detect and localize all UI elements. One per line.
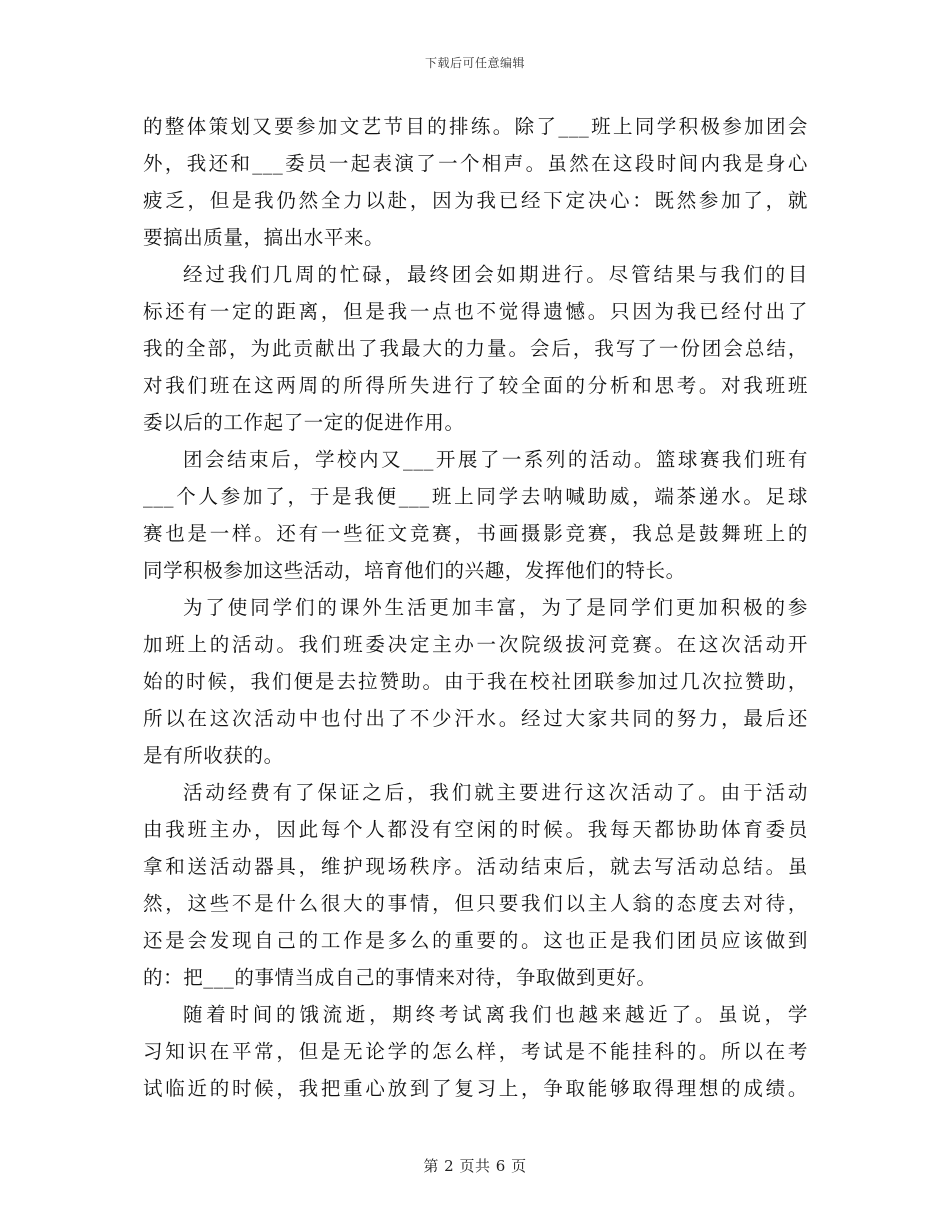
text-line: 团会结束后，学校内又___开展了一系列的活动。篮球赛我们班有	[183, 448, 808, 471]
text-line: 要搞出质量，搞出水平来。	[143, 226, 385, 249]
text-line: 委以后的工作起了一定的促进作用。	[143, 411, 465, 434]
text-line: 然，这些不是什么很大的事情，但只要我们以主人翁的态度去对待，	[143, 892, 808, 915]
text-line: 活动经费有了保证之后，我们就主要进行这次活动了。由于活动	[183, 781, 808, 804]
text-line: ___个人参加了，于是我便___班上同学去呐喊助威，端茶递水。足球	[143, 485, 808, 508]
text-line: 外，我还和___委员一起表演了一个相声。虽然在这段时间内我是身心	[143, 152, 808, 175]
text-line: 是有所收获的。	[143, 744, 284, 767]
text-line: 的整体策划又要参加文艺节目的排练。除了___班上同学积极参加团会	[143, 115, 808, 138]
text-line: 的：把___的事情当成自己的事情来对待，争取做到更好。	[143, 966, 657, 989]
text-line: 拿和送活动器具，维护现场秩序。活动结束后，就去写活动总结。虽	[143, 855, 808, 878]
text-line: 所以在这次活动中也付出了不少汗水。经过大家共同的努力，最后还	[143, 707, 808, 730]
text-line: 随着时间的饿流逝，期终考试离我们也越来越近了。虽说，学	[183, 1003, 808, 1026]
text-line: 同学积极参加这些活动，培育他们的兴趣，发挥他们的特长。	[143, 559, 686, 582]
document-body	[143, 108, 808, 1107]
text-line: 加班上的活动。我们班委决定主办一次院级拔河竞赛。在这次活动开	[143, 633, 808, 656]
text-line: 始的时候，我们便是去拉赞助。由于我在校社团联参加过几次拉赞助，	[143, 670, 808, 693]
page-header-note: 下载后可任意编辑	[424, 56, 525, 70]
text-line: 对我们班在这两周的所得所失进行了较全面的分析和思考。对我班班	[143, 374, 808, 397]
text-line: 疲乏，但是我仍然全力以赴，因为我已经下定决心：既然参加了，就	[143, 189, 808, 212]
text-line: 由我班主办，因此每个人都没有空闲的时候。我每天都协助体育委员	[143, 818, 808, 841]
text-line: 还是会发现自己的工作是多么的重要的。这也正是我们团员应该做到	[143, 929, 808, 952]
text-line: 经过我们几周的忙碌，最终团会如期进行。尽管结果与我们的目	[183, 263, 808, 286]
text-line: 我的全部，为此贡献出了我最大的力量。会后，我写了一份团会总结，	[143, 337, 808, 360]
text-line: 为了使同学们的课外生活更加丰富，为了是同学们更加积极的参	[183, 596, 808, 619]
text-line: 标还有一定的距离，但是我一点也不觉得遗憾。只因为我已经付出了	[143, 300, 808, 323]
text-line: 赛也是一样。还有一些征文竞赛，书画摄影竞赛，我总是鼓舞班上的	[143, 522, 808, 545]
text-line: 习知识在平常，但是无论学的怎么样，考试是不能挂科的。所以在考	[143, 1040, 808, 1063]
page-number: 第 2 页共 6 页	[423, 1157, 527, 1175]
text-line: 试临近的时候，我把重心放到了复习上，争取能够取得理想的成绩。	[143, 1077, 808, 1100]
